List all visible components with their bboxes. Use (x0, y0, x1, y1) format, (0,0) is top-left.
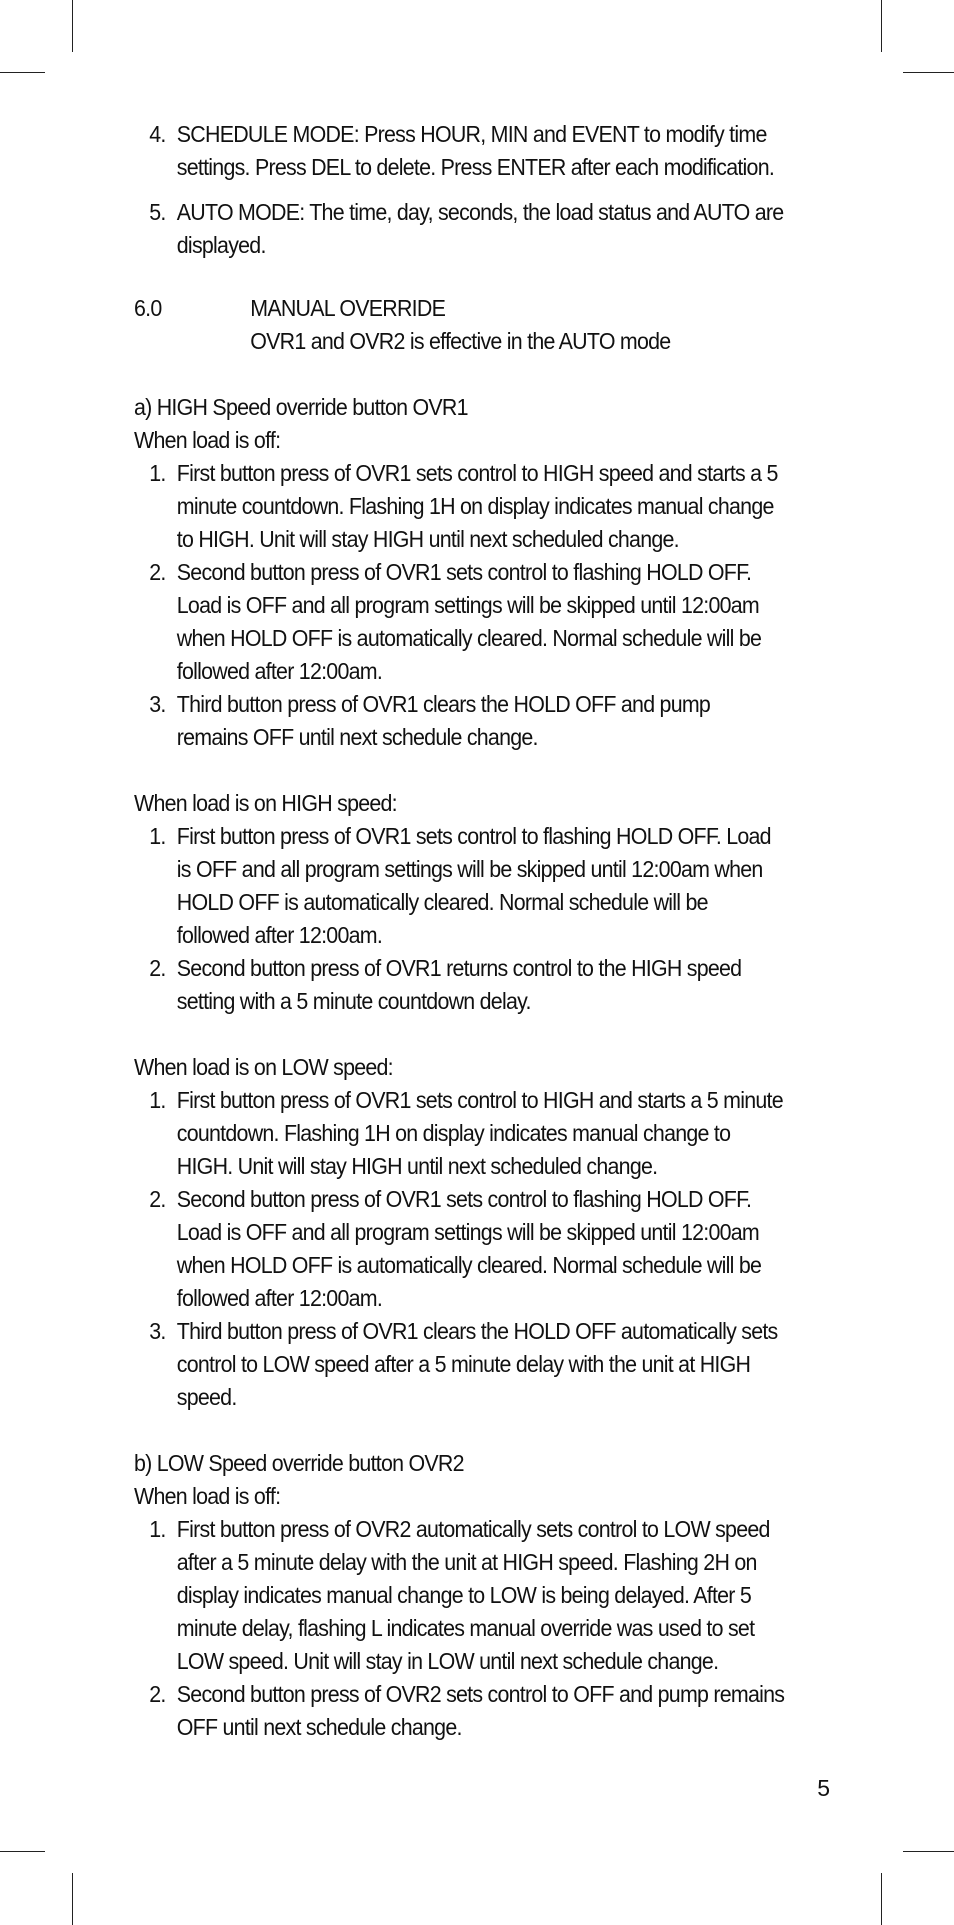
item-number: 4. (149, 121, 166, 147)
item-text: Third button press of OVR1 clears the HOLD OFF automatically sets control to LOW speed after a 5 minute delay with the unit at HIGH speed. (176, 1318, 778, 1410)
item-text: Second button press of OVR1 sets control to flashing HOLD OFF. Load is OFF and all program settings will be skipped until 12:00am when HOLD OFF is automatically cleared. Normal schedule will be followed after 12:00am. (176, 1186, 762, 1311)
item-number: 3. (149, 1318, 166, 1344)
item-number: 3. (149, 691, 166, 717)
item-number: 1. (149, 460, 166, 486)
crop-mark (0, 72, 45, 73)
item-number: 1. (149, 1087, 166, 1113)
item-number: 2. (149, 955, 166, 981)
list-item (134, 688, 785, 754)
ovr2-off-label: When load is off: (134, 1483, 281, 1509)
list-item (134, 1678, 785, 1744)
list-item (134, 556, 785, 688)
item-text: AUTO MODE: The time, day, seconds, the load status and AUTO are displayed. (176, 199, 784, 258)
ovr1-off-label: When load is off: (134, 427, 281, 453)
item-text: Second button press of OVR2 sets control to OFF and pump remains OFF until next schedule change. (176, 1681, 785, 1740)
section-number: 6.0 (134, 295, 162, 321)
crop-mark (903, 1851, 954, 1852)
item-number: 2. (149, 1681, 166, 1707)
page-number: 5 (817, 1775, 830, 1801)
item-text: Third button press of OVR1 clears the HOLD OFF and pump remains OFF until next schedule change. (176, 691, 711, 750)
ovr1-heading: a) HIGH Speed override button OVR1 (134, 394, 468, 420)
list-item (134, 118, 785, 184)
list-item (134, 1183, 785, 1315)
item-text: SCHEDULE MODE: Press HOUR, MIN and EVENT to modify time settings. Press DEL to delete. Press ENTER after each modification. (176, 121, 775, 180)
list-item (134, 196, 785, 262)
list-item (134, 1513, 785, 1678)
crop-mark (881, 1873, 882, 1925)
crop-mark (881, 0, 882, 52)
ovr1-low-label: When load is on LOW speed: (134, 1054, 393, 1080)
list-item (134, 952, 785, 1018)
list-item (134, 820, 785, 952)
page-content (134, 118, 785, 1744)
item-number: 1. (149, 823, 166, 849)
list-item (134, 1315, 785, 1414)
crop-mark (72, 1873, 73, 1925)
item-text: First button press of OVR1 sets control to HIGH speed and starts a 5 minute countdown. Flashing 1H on display indicates manual change to HIGH. Unit will stay HIGH until next scheduled change. (176, 460, 778, 552)
section-title: MANUAL OVERRIDE (250, 295, 446, 321)
item-number: 2. (149, 1186, 166, 1212)
item-text: First button press of OVR1 sets control to flashing HOLD OFF. Load is OFF and all program settings will be skipped until 12:00am when HOLD OFF is automatically cleared. Normal schedule will be followed after 12:00am. (176, 823, 771, 948)
crop-mark (0, 1851, 45, 1852)
section-subtitle: OVR1 and OVR2 is effective in the AUTO mode (250, 328, 671, 354)
list-item (134, 1084, 785, 1183)
section-heading (134, 292, 785, 358)
item-number: 1. (149, 1516, 166, 1542)
crop-mark (903, 72, 954, 73)
item-text: Second button press of OVR1 returns control to the HIGH speed setting with a 5 minute countdown delay. (176, 955, 742, 1014)
item-text: First button press of OVR1 sets control to HIGH and starts a 5 minute countdown. Flashing 1H on display indicates manual change to HIGH. Unit will stay HIGH until next scheduled change. (176, 1087, 783, 1179)
item-number: 5. (149, 199, 166, 225)
list-item (134, 457, 785, 556)
crop-mark (72, 0, 73, 52)
item-text: Second button press of OVR1 sets control to flashing HOLD OFF. Load is OFF and all program settings will be skipped until 12:00am when HOLD OFF is automatically cleared. Normal schedule will be followed after 12:00am. (176, 559, 762, 684)
ovr1-high-label: When load is on HIGH speed: (134, 790, 397, 816)
item-number: 2. (149, 559, 166, 585)
item-text: First button press of OVR2 automatically sets control to LOW speed after a 5 minute delay with the unit at HIGH speed. Flashing 2H on display indicates manual change to LOW is being delayed. After 5 minute delay, flashing L indicates manual override was used to set LOW speed. Unit will stay in LOW until next schedule change. (176, 1516, 770, 1674)
ovr2-heading: b) LOW Speed override button OVR2 (134, 1450, 464, 1476)
